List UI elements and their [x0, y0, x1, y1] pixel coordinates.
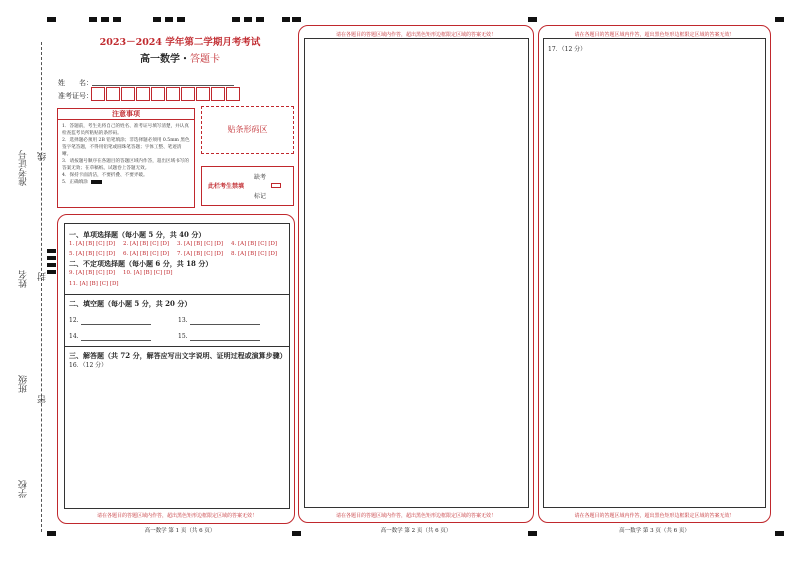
warning-top-page2: 请在各题目的答题区域内作答，超出黑色矩形边框限定区域的答案无效！ [335, 32, 496, 38]
id-box-row [91, 87, 241, 101]
q14-answer-line[interactable] [81, 340, 151, 341]
subject-main: 高一数学・ [140, 54, 190, 65]
registration-mark [89, 17, 97, 22]
q14-label: 14. [69, 333, 79, 340]
binding-id-label: 准考证号 [19, 150, 29, 186]
fill-section [64, 294, 290, 347]
binding-line-label: 线 [38, 152, 48, 161]
choice-q2[interactable]: 2. [A] [B] [C] [D] [123, 241, 170, 247]
choice-q3[interactable]: 3. [A] [B] [C] [D] [177, 241, 224, 247]
registration-mark [47, 249, 56, 253]
choice-q11[interactable]: 11. [A] [B] [C] [D] [69, 281, 119, 287]
solution-section[interactable] [64, 346, 290, 509]
answer-area-page2[interactable] [304, 38, 529, 508]
fill-sample-mark [91, 180, 102, 184]
subject-suffix: 答题卡 [190, 54, 220, 65]
registration-mark [47, 531, 56, 536]
binding-name-label: 姓名 [19, 270, 29, 288]
id-digit-box[interactable] [136, 87, 150, 101]
footer-page3: 高一数学 第 3 页（共 6 页） [619, 528, 690, 534]
subject-title [60, 50, 300, 65]
q17-label: 17．（12 分） [548, 46, 587, 53]
note-item: 3．请按题号顺序在各题目的答题区域内作答，超出区域书写的答案无效；在草稿纸、试题卷上答题无效。 [62, 159, 189, 171]
registration-mark [292, 17, 301, 22]
choice-section [64, 223, 290, 295]
choice-q1[interactable]: 1. [A] [B] [C] [D] [69, 241, 116, 247]
registration-mark [153, 17, 161, 22]
note-item: 5．正确填涂 [62, 180, 88, 185]
q13-label: 13. [178, 317, 188, 324]
section3-title: 三、解答题（共 72 分，解答应写出文字说明、证明过程或演算步骤） [69, 351, 287, 360]
absent-top-label: 缺考 [254, 174, 267, 181]
binding-seal-label: 封 [38, 272, 48, 281]
id-digit-box[interactable] [106, 87, 120, 101]
id-digit-box[interactable] [211, 87, 225, 101]
absent-label: 此栏考生禁填 [208, 183, 245, 190]
name-field[interactable] [92, 85, 234, 86]
warning-top-page3: 请在各题目的答题区域内作答，超出黑色矩形边框限定区域的答案无效！ [574, 32, 735, 38]
warning-bottom-page1: 请在各题目的答题区域内作答，超出黑色矩形边框限定区域的答案无效！ [96, 513, 257, 519]
answer-area-page3[interactable] [543, 38, 766, 508]
binding-class-label: 班级 [19, 375, 29, 393]
registration-mark [282, 17, 290, 22]
barcode-area: 贴条形码区 [201, 106, 294, 154]
note-item: 4．保持卡面清洁，不要折叠、不要弄破。 [62, 173, 148, 178]
q15-answer-line[interactable] [190, 340, 260, 341]
q12-label: 12. [69, 317, 79, 324]
registration-mark [101, 17, 109, 22]
id-digit-box[interactable] [226, 87, 240, 101]
choice-q10[interactable]: 10. [A] [B] [C] [D] [123, 270, 173, 276]
warning-bottom-page3: 请在各题目的答题区域内作答，超出黑色矩形边框限定区域的答案无效！ [574, 513, 735, 519]
id-digit-box[interactable] [181, 87, 195, 101]
q12-answer-line[interactable] [81, 324, 151, 325]
footer-page1: 高一数学 第 1 页（共 6 页） [144, 528, 216, 534]
choice-q4[interactable]: 4. [A] [B] [C] [D] [231, 241, 278, 247]
registration-mark [165, 17, 173, 22]
registration-mark [775, 531, 784, 536]
registration-mark [113, 17, 121, 22]
warning-bottom-page2: 请在各题目的答题区域内作答，超出黑色矩形边框限定区域的答案无效！ [335, 513, 496, 519]
note-item: 1．答题前，考生先将自己的姓名、准考证号填写清楚，并认真检查监考员所粘贴的条形码。 [62, 124, 189, 136]
registration-mark [244, 17, 252, 22]
registration-mark [177, 17, 185, 22]
q16-label: 16．（12 分） [69, 362, 108, 369]
notes-box [57, 108, 195, 208]
registration-mark [256, 17, 264, 22]
registration-mark [47, 17, 56, 22]
absent-checkbox[interactable] [271, 183, 281, 188]
q15-label: 15. [178, 333, 188, 340]
id-digit-box[interactable] [91, 87, 105, 101]
section2-title: 二、填空题（每小题 5 分，共 20 分） [69, 299, 192, 308]
notes-body [58, 120, 194, 189]
id-digit-box[interactable] [121, 87, 135, 101]
choice-q6[interactable]: 6. [A] [B] [C] [D] [123, 251, 170, 257]
choice-q8[interactable]: 8. [A] [B] [C] [D] [231, 251, 278, 257]
choice-q7[interactable]: 7. [A] [B] [C] [D] [177, 251, 224, 257]
choice-q9[interactable]: 9. [A] [B] [C] [D] [69, 270, 116, 276]
note-item: 2．选择题必须用 2B 铅笔填涂；非选择题必须用 0.5mm 黑色签字笔答题，不得用铅笔或圆珠笔答题；字体工整、笔迹清晰。 [62, 138, 190, 157]
binding-secret-label: 密 [38, 395, 48, 404]
q13-answer-line[interactable] [190, 324, 260, 325]
registration-mark [47, 256, 56, 260]
note-item-fill [62, 179, 190, 186]
id-label: 准考证号： [58, 92, 93, 100]
exam-title: 2023－2024 学年第二学期月考考试 [99, 37, 261, 48]
registration-mark [232, 17, 240, 22]
id-digit-box[interactable] [166, 87, 180, 101]
absent-bottom-label: 标记 [254, 193, 267, 200]
binding-dashed-line [41, 42, 42, 532]
id-digit-box[interactable] [196, 87, 210, 101]
footer-page2: 高一数学 第 2 页（共 6 页） [380, 528, 452, 534]
section1-title: 一、单项选择题（每小题 5 分，共 40 分） [69, 230, 206, 239]
registration-mark [528, 17, 537, 22]
absent-box [201, 166, 294, 206]
registration-mark [47, 263, 56, 267]
section1b-title: 二、不定项选择题（每小题 6 分，共 18 分） [69, 259, 213, 268]
id-digit-box[interactable] [151, 87, 165, 101]
name-label: 姓 名： [58, 79, 93, 87]
registration-mark [775, 17, 784, 22]
choice-q5[interactable]: 5. [A] [B] [C] [D] [69, 251, 116, 257]
notes-title: 注意事项 [58, 109, 194, 120]
binding-school-label: 学校 [19, 480, 29, 498]
